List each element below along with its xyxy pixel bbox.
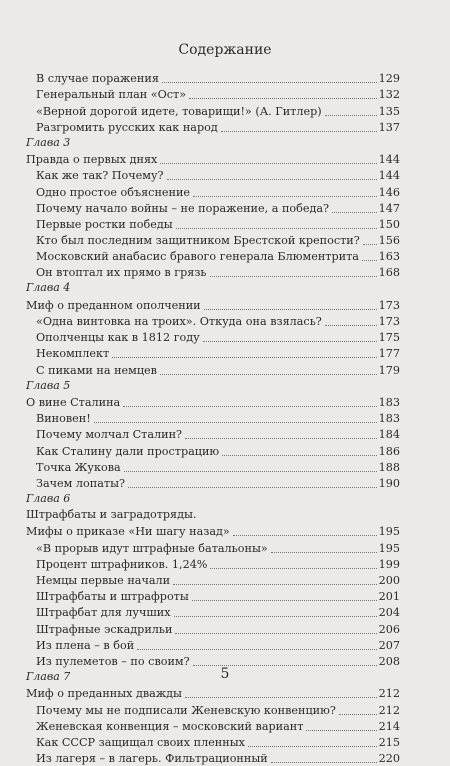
chapter-heading: Глава 4	[26, 281, 71, 295]
page-ref: 168	[378, 266, 400, 280]
page-ref: 144	[378, 153, 400, 167]
page-ref: 173	[378, 298, 400, 312]
entry-title: Виновен!	[36, 412, 91, 426]
entry-title: Генеральный план «Ост»	[36, 88, 187, 102]
page-ref: 220	[378, 752, 400, 766]
page-ref: 188	[378, 460, 400, 474]
dot-leader	[362, 260, 377, 261]
entry-title: Разгромить русских как народ	[36, 120, 218, 134]
dot-leader	[271, 762, 377, 763]
entry-title: Из лагеря – в лагерь. Фильтрационный	[36, 752, 268, 766]
dot-leader	[222, 455, 376, 456]
toc-subentry[interactable]	[26, 361, 400, 377]
entry-title: Мифы о приказе «Ни шагу назад»	[26, 525, 230, 539]
dot-leader	[128, 487, 377, 488]
entry-title: С пиками на немцев	[36, 363, 157, 377]
entry-title: Почему начало войны – не поражение, а победа?	[36, 201, 330, 215]
entry-title: Точка Жукова	[36, 460, 121, 474]
chapter-heading: Глава 6	[26, 491, 71, 505]
entry-title: Из плена – в бой	[36, 638, 135, 652]
entry-title: Первые ростки победы	[36, 217, 173, 231]
dot-leader	[325, 325, 377, 326]
page-ref: 175	[378, 331, 400, 345]
toc-subentry[interactable]	[26, 718, 400, 734]
entry-title: «Одна винтовка на троих». Откуда она взялась?	[36, 315, 322, 328]
page-ref: 204	[378, 606, 400, 620]
dot-leader	[325, 115, 377, 116]
dot-leader	[123, 406, 376, 407]
entry-title: Женевская конвенция – московский вариант	[36, 719, 304, 733]
dot-leader	[339, 714, 377, 715]
dot-leader	[248, 746, 377, 747]
toc-subentry[interactable]	[26, 264, 400, 280]
toc-subentry[interactable]	[26, 750, 400, 766]
dot-leader	[189, 98, 377, 99]
page-ref: 177	[378, 347, 400, 361]
dot-leader	[204, 309, 377, 310]
toc-subentry[interactable]	[26, 167, 400, 183]
entry-title: В случае поражения	[36, 72, 159, 86]
entry-title: Штрафбат для лучших	[36, 606, 171, 620]
toc-subentry[interactable]	[26, 183, 400, 199]
page-ref: 212	[378, 687, 400, 701]
page-ref: 183	[378, 412, 400, 426]
page-ref: 147	[378, 201, 400, 215]
toc-subentry[interactable]	[26, 248, 400, 264]
page-ref: 199	[378, 557, 400, 571]
entry-title: Немцы первые начали	[36, 574, 171, 587]
dot-leader	[94, 422, 377, 423]
dot-leader	[363, 244, 377, 245]
page-ref: 186	[378, 444, 400, 458]
toc-subentry[interactable]	[26, 459, 400, 475]
toc-subentry[interactable]	[26, 232, 400, 248]
toc-subentry[interactable]	[26, 410, 400, 426]
page-ref: 212	[378, 703, 400, 717]
dot-leader	[271, 552, 377, 553]
entry-title: Зачем лопаты?	[36, 476, 125, 490]
dot-leader	[185, 697, 377, 698]
page-ref: 184	[378, 428, 400, 442]
page-ref: 146	[378, 185, 400, 199]
page-ref: 206	[378, 622, 400, 636]
page-ref: 215	[378, 735, 400, 749]
toc-subentry[interactable]	[26, 475, 400, 491]
entry-title: Миф о преданных дважды	[26, 687, 182, 701]
page-ref: 183	[378, 395, 400, 409]
dot-leader	[112, 357, 376, 358]
toc-subentry[interactable]	[26, 734, 400, 750]
dot-leader	[203, 341, 377, 342]
entry-title: «Верной дорогой идете, товарищи!» (А. Гитлер)	[36, 104, 322, 118]
dot-leader	[210, 568, 376, 569]
toc-subentry[interactable]	[26, 539, 400, 555]
toc-subentry[interactable]	[26, 426, 400, 442]
entry-title: Почему молчал Сталин?	[36, 428, 183, 442]
page-ref: 173	[378, 315, 400, 328]
toc-subentry[interactable]	[26, 556, 400, 572]
dot-leader	[176, 228, 377, 229]
page-ref: 150	[378, 217, 400, 231]
page-ref: 201	[378, 590, 400, 604]
toc-subentry[interactable]	[26, 216, 400, 232]
toc-subentry[interactable]	[26, 701, 400, 717]
chapter-heading: Глава 7	[26, 669, 71, 683]
page-ref: 132	[378, 88, 400, 102]
toc-subentry[interactable]	[26, 572, 400, 588]
toc-subentry[interactable]	[26, 637, 400, 653]
dot-leader	[233, 535, 377, 536]
dot-leader	[174, 616, 377, 617]
toc-subentry[interactable]	[26, 588, 400, 604]
page-ref: 214	[378, 719, 400, 733]
dot-leader	[173, 584, 377, 585]
page-ref: 135	[378, 104, 400, 118]
page-title: Содержание	[178, 42, 272, 58]
entry-title: Московский анабасис бравого генерала Блюментрита	[36, 250, 359, 264]
chapter-heading: Глава 3	[26, 135, 71, 149]
entry-title: Правда о первых днях	[26, 153, 158, 167]
dot-leader	[306, 730, 376, 731]
entry-title: Ополченцы как в 1812 году	[36, 331, 200, 345]
toc-subentry[interactable]	[26, 313, 400, 329]
dot-leader	[160, 163, 376, 164]
page-ref: 129	[378, 72, 400, 86]
section-heading: Штрафбаты и заградотряды.	[26, 508, 197, 522]
dot-leader	[124, 471, 377, 472]
entry-title: О вине Сталина	[26, 395, 121, 409]
dot-leader	[192, 600, 377, 601]
dot-leader	[167, 179, 377, 180]
page-ref: 190	[378, 476, 400, 490]
toc-entry[interactable]	[26, 297, 400, 313]
table-of-contents	[26, 70, 400, 766]
toc-subentry[interactable]	[26, 200, 400, 216]
entry-title: Как же так? Почему?	[36, 169, 164, 183]
entry-title: Штрафбаты и штрафроты	[36, 590, 189, 604]
toc-subentry[interactable]	[26, 119, 400, 135]
toc-subentry[interactable]	[26, 102, 400, 118]
toc-subentry[interactable]	[26, 442, 400, 458]
page-ref: 179	[378, 363, 400, 377]
entry-title: Кто был последним защитником Брестской крепости?	[36, 234, 360, 248]
entry-title: «В прорыв идут штрафные батальоны»	[36, 541, 268, 555]
entry-title: Как СССР защищал своих пленных	[36, 735, 245, 749]
toc-entry[interactable]	[26, 394, 400, 410]
entry-title: Штрафные эскадрильи	[36, 622, 173, 636]
page-ref: 195	[378, 541, 400, 555]
toc-subentry[interactable]	[26, 604, 400, 620]
toc-entry[interactable]	[26, 523, 400, 539]
entry-title: Некомплект	[36, 347, 110, 361]
dot-leader	[175, 633, 376, 634]
toc-entry[interactable]	[26, 151, 400, 167]
entry-title: Почему мы не подписали Женевскую конвенцию?	[36, 703, 336, 717]
entry-title: Процент штрафников. 1,24%	[36, 557, 208, 571]
dot-leader	[210, 276, 377, 277]
dot-leader	[162, 82, 377, 83]
entry-title: Одно простое объяснение	[36, 185, 191, 199]
dot-leader	[185, 438, 377, 439]
dot-leader	[221, 131, 377, 132]
dot-leader	[193, 196, 377, 197]
page-ref: 163	[378, 250, 400, 264]
toc-subentry[interactable]	[26, 329, 400, 345]
page-ref: 144	[378, 169, 400, 183]
entry-title: Из пулеметов – по своим?	[36, 654, 190, 668]
page-ref: 137	[378, 120, 400, 134]
dot-leader	[160, 374, 377, 375]
dot-leader	[137, 649, 376, 650]
entry-title: Он втоптал их прямо в грязь	[36, 266, 207, 280]
page-number: 5	[220, 666, 230, 682]
toc-subentry[interactable]	[26, 86, 400, 102]
page-ref: 208	[378, 654, 400, 668]
dot-leader	[332, 212, 377, 213]
entry-title: Как Сталину дали прострацию	[36, 444, 220, 458]
toc-subentry[interactable]	[26, 70, 400, 86]
page-ref: 200	[378, 574, 400, 587]
page-ref: 156	[378, 234, 400, 248]
toc-subentry[interactable]	[26, 345, 400, 361]
toc-subentry[interactable]	[26, 620, 400, 636]
page-ref: 207	[378, 638, 400, 652]
entry-title: Миф о преданном ополчении	[26, 298, 201, 312]
page-ref: 195	[378, 525, 400, 539]
chapter-heading: Глава 5	[26, 378, 71, 392]
